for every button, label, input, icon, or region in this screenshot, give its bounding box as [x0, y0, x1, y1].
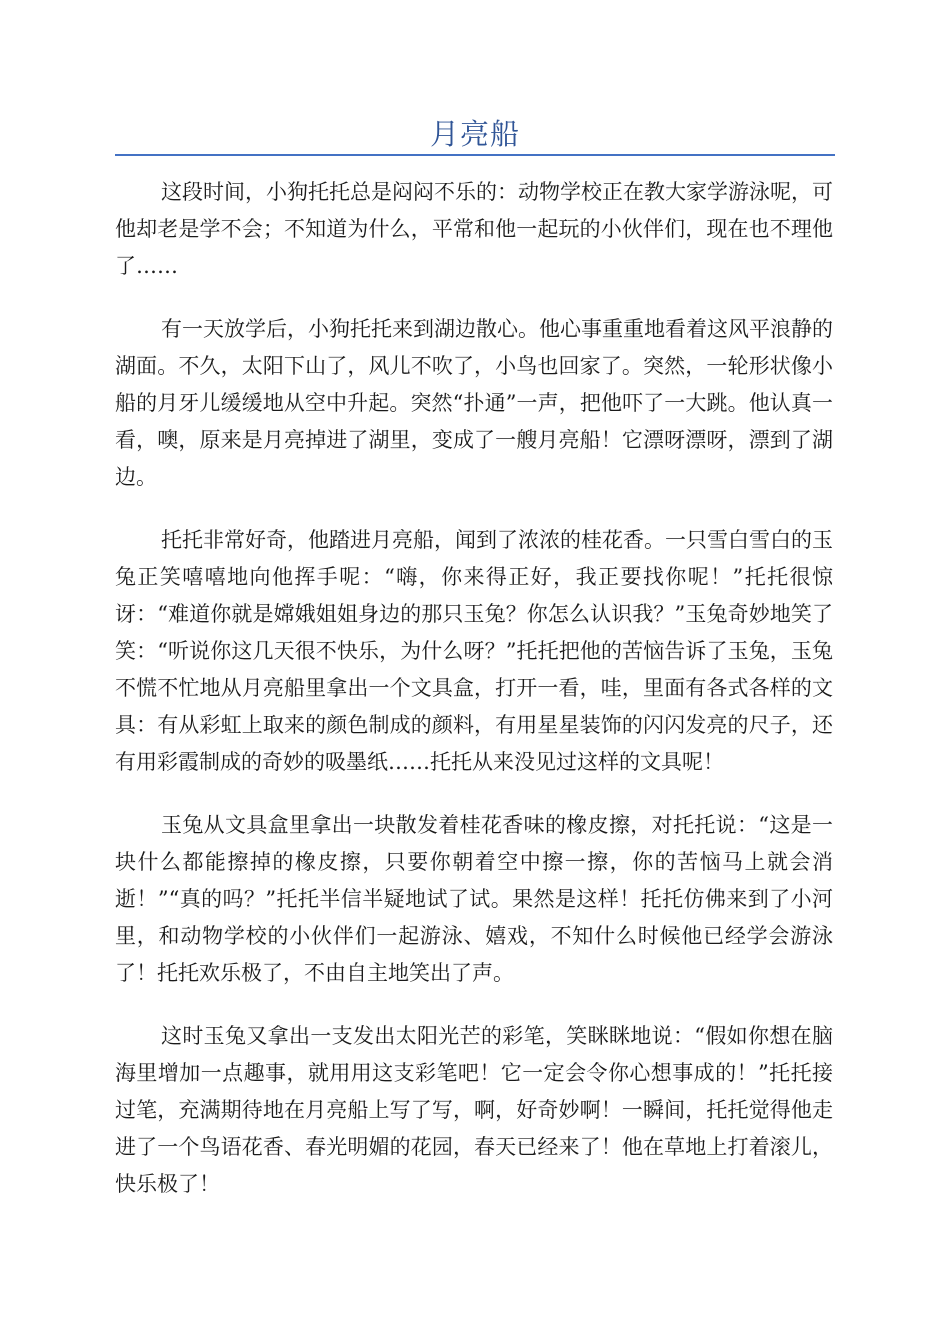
title-underline	[115, 154, 835, 156]
paragraph-1: 这段时间，小狗托托总是闷闷不乐的：动物学校正在教大家学游泳呢，可他却老是学不会；不知道为什么，平常和他一起玩的小伙伴们，现在也不理他了……	[115, 180, 833, 278]
document-title: 月亮船	[429, 117, 520, 151]
paragraph-4: 玉兔从文具盒里拿出一块散发着桂花香味的橡皮擦，对托托说：“这是一块什么都能擦掉的橡皮擦，只要你朝着空中擦一擦，你的苦恼马上就会消逝！”“真的吗？”托托半信半疑地试了试。果然是这样！托托仿佛来到了小河里，和动物学校的小伙伴们一起游泳、嬉戏，不知什么时候他已经学会游泳了！托托欢乐极了，不由自主地笑出了声。	[115, 813, 833, 985]
paragraph-2: 有一天放学后，小狗托托来到湖边散心。他心事重重地看着这风平浪静的湖面。不久，太阳下山了，风儿不吹了，小鸟也回家了。突然，一轮形状像小船的月牙儿缓缓地从空中升起。突然“扑通”一声，把他吓了一大跳。他认真一看，噢，原来是月亮掉进了湖里，变成了一艘月亮船！它漂呀漂呀，漂到了湖边。	[115, 317, 833, 489]
document-body	[115, 174, 833, 1229]
paragraph-3: 托托非常好奇，他踏进月亮船，闻到了浓浓的桂花香。一只雪白雪白的玉兔正笑嘻嘻地向他挥手呢：“嗨，你来得正好，我正要找你呢！”托托很惊讶：“难道你就是嫦娥姐姐身边的那只玉兔？你怎么认识我？”玉兔奇妙地笑了笑：“听说你这几天很不快乐，为什么呀？”托托把他的苦恼告诉了玉兔，玉兔不慌不忙地从月亮船里拿出一个文具盒，打开一看，哇，里面有各式各样的文具：有从彩虹上取来的颜色制成的颜料，有用星星装饰的闪闪发亮的尺子，还有用彩霞制成的奇妙的吸墨纸……托托从来没见过这样的文具呢！	[115, 528, 833, 774]
paragraph-5: 这时玉兔又拿出一支发出太阳光芒的彩笔，笑眯眯地说：“假如你想在脑海里增加一点趣事，就用用这支彩笔吧！它一定会令你心想事成的！”托托接过笔，充满期待地在月亮船上写了写，啊，好奇妙啊！一瞬间，托托觉得他走进了一个鸟语花香、春光明媚的花园，春天已经来了！他在草地上打着滚儿，快乐极了！	[115, 1024, 833, 1196]
title-container	[115, 114, 835, 154]
